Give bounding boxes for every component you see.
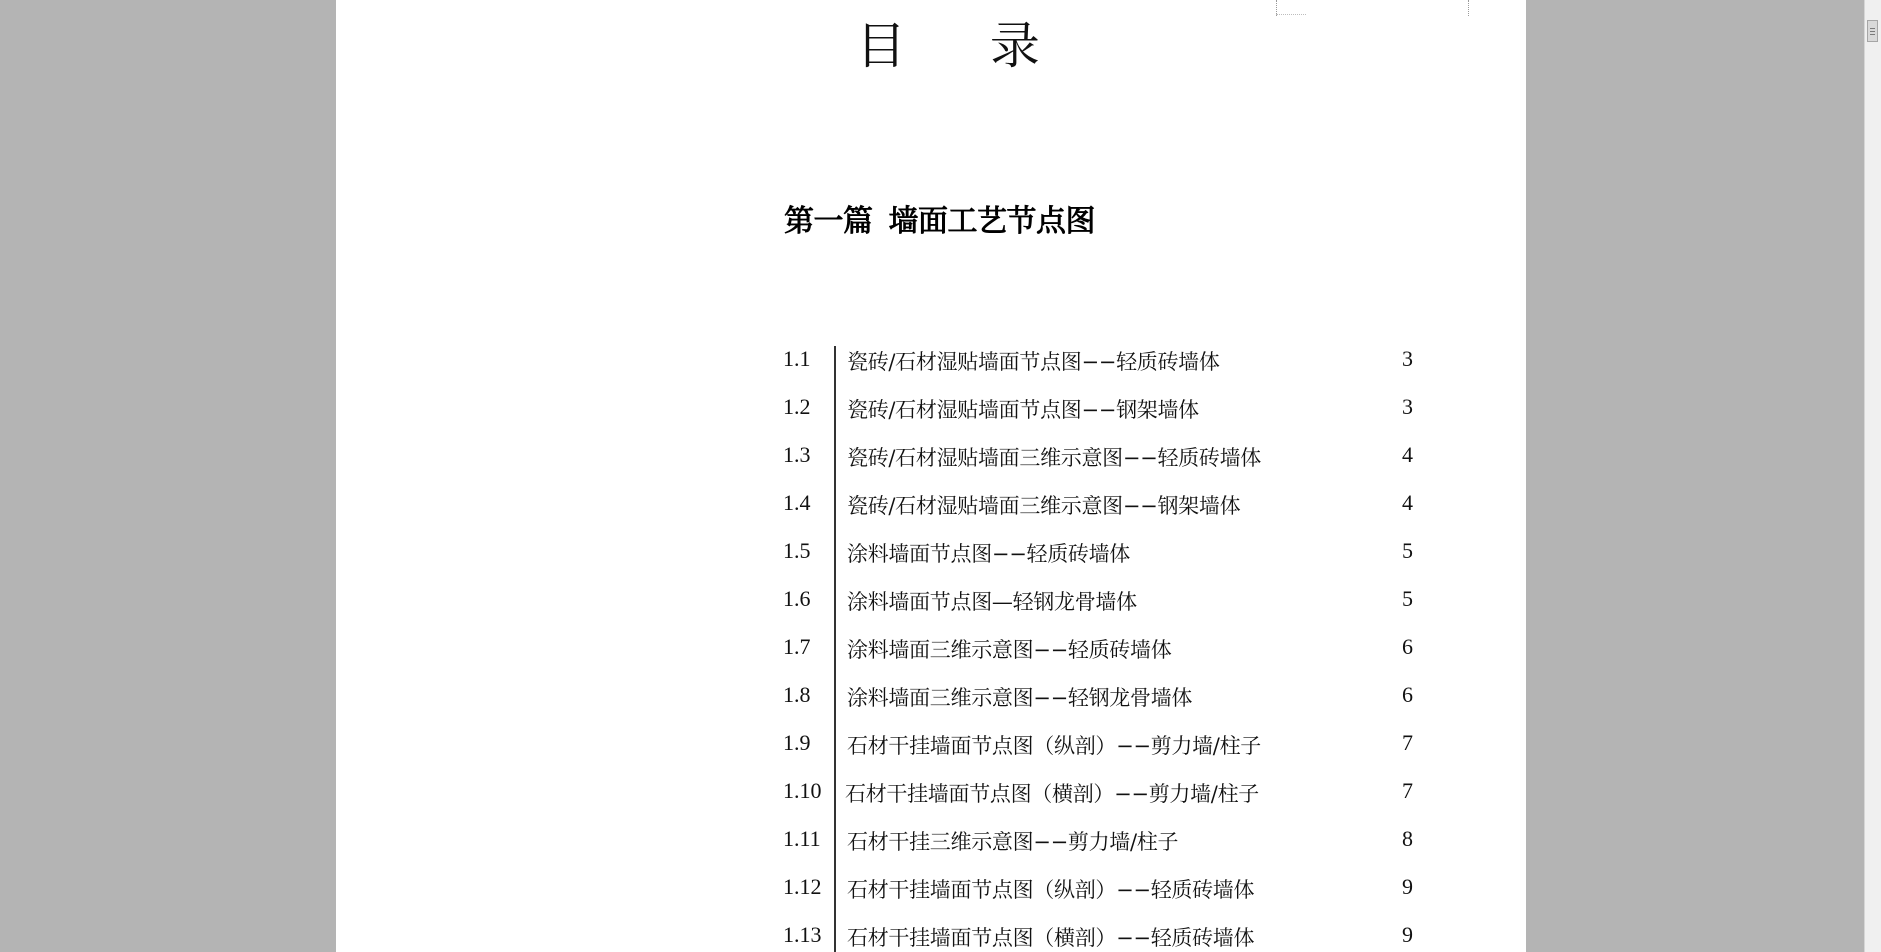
toc-entry-title: 涂料墙面节点图−−轻质砖墙体 (847, 542, 1130, 566)
section-heading (784, 196, 1095, 240)
toc-entry-number: 1.5 (783, 538, 811, 563)
toc-entry[interactable] (336, 868, 1526, 916)
grip-line (1870, 31, 1875, 32)
toc-entry-page: 4 (1402, 490, 1413, 515)
toc-entry-title: 涂料墙面三维示意图−−轻质砖墙体 (847, 638, 1172, 662)
toc-entry-title: 瓷砖/石材湿贴墙面节点图−−钢架墙体 (847, 398, 1199, 422)
toc-entry-page: 6 (1402, 682, 1413, 707)
toc-entry-number: 1.1 (783, 346, 811, 371)
toc-entry[interactable] (336, 820, 1526, 868)
toc-entry-number: 1.7 (783, 634, 811, 659)
toc-entry-page: 9 (1402, 874, 1413, 899)
toc-entry-title: 石材干挂墙面节点图（纵剖）−−剪力墙/柱子 (847, 734, 1261, 758)
toc-entry-page: 6 (1402, 634, 1413, 659)
toc-entry-number: 1.6 (783, 586, 811, 611)
toc-entry[interactable] (336, 724, 1526, 772)
toc-entry-title: 涂料墙面节点图—轻钢龙骨墙体 (847, 590, 1137, 614)
toc-entry-title: 瓷砖/石材湿贴墙面三维示意图−−钢架墙体 (847, 494, 1241, 518)
toc-entry-number: 1.12 (783, 874, 822, 899)
toc-entry-page: 5 (1402, 586, 1413, 611)
toc-entry-page: 5 (1402, 538, 1413, 563)
scrollbar-thumb[interactable] (1867, 20, 1878, 42)
toc-entry-number: 1.9 (783, 730, 811, 755)
toc-entry-page: 3 (1402, 394, 1413, 419)
toc-entry-title: 涂料墙面三维示意图−−轻钢龙骨墙体 (847, 686, 1193, 710)
toc-entry-page: 7 (1402, 778, 1413, 803)
toc-entry-number: 1.11 (783, 826, 821, 851)
toc-entry-number: 1.10 (783, 778, 822, 803)
toc-entry[interactable] (336, 916, 1526, 952)
grip-line (1870, 28, 1875, 29)
toc-entry[interactable] (336, 676, 1526, 724)
document-page (336, 0, 1526, 952)
toc-entry-number: 1.4 (783, 490, 811, 515)
toc-entry-number: 1.8 (783, 682, 811, 707)
toc-entry-title: 石材干挂墙面节点图（纵剖）−−轻质砖墙体 (847, 878, 1255, 902)
toc-entry-page: 7 (1402, 730, 1413, 755)
toc-entry-title: 石材干挂墙面节点图（横剖）−−轻质砖墙体 (847, 926, 1255, 950)
toc-entry-number: 1.3 (783, 442, 811, 467)
toc-entry[interactable] (336, 484, 1526, 532)
toc-entry[interactable] (336, 580, 1526, 628)
toc-entry-title: 瓷砖/石材湿贴墙面三维示意图−−轻质砖墙体 (847, 446, 1261, 470)
toc-entry-title: 石材干挂墙面节点图（横剖）−−剪力墙/柱子 (845, 782, 1259, 806)
toc-entry-title: 石材干挂三维示意图−−剪力墙/柱子 (847, 830, 1179, 854)
toc-entry-page: 3 (1402, 346, 1413, 371)
toc-entry[interactable] (336, 628, 1526, 676)
vertical-scrollbar[interactable] (1864, 0, 1881, 952)
section-part-label: 第一篇 (784, 204, 873, 239)
toc-entry[interactable] (336, 532, 1526, 580)
toc-entry-number: 1.13 (783, 922, 822, 947)
toc-entry[interactable] (336, 436, 1526, 484)
toc-title: 目 录 (856, 17, 1074, 75)
crop-mark (1276, 14, 1306, 15)
toc-entry-title: 瓷砖/石材湿贴墙面节点图−−轻质砖墙体 (847, 350, 1220, 374)
toc-entry[interactable] (336, 340, 1526, 388)
toc-entry-number: 1.2 (783, 394, 811, 419)
toc-entry[interactable] (336, 388, 1526, 436)
toc-entry-page: 9 (1402, 922, 1413, 947)
toc-entry[interactable] (336, 772, 1526, 820)
crop-mark (1468, 0, 1469, 16)
section-title: 墙面工艺节点图 (888, 204, 1095, 239)
toc-entry-page: 4 (1402, 442, 1413, 467)
toc-entry-page: 8 (1402, 826, 1413, 851)
grip-line (1870, 34, 1875, 35)
crop-mark (1276, 0, 1277, 16)
